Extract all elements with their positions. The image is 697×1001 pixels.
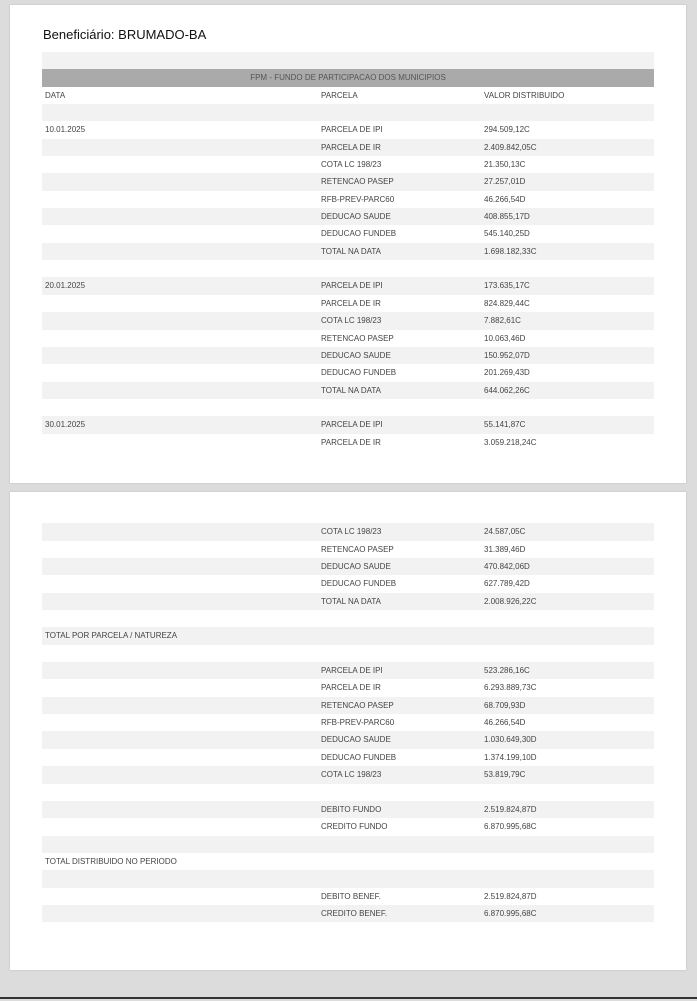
table-cell: DEDUCAO FUNDEB [321,752,397,762]
table-row [42,627,654,644]
table-cell: TOTAL NA DATA [321,246,382,256]
table-cell: DEDUCAO SAUDE [321,350,391,360]
table-cell: PARCELA [321,90,358,100]
table-cell: 1.698.182,33C [484,246,537,256]
table-cell: RFB-PREV-PARC60 [321,718,395,728]
table-row [42,382,654,399]
table-cell: 55.141,87C [484,420,526,430]
table-cell: 21.350,13C [484,160,526,170]
table-cell: 1.374.199,10D [484,752,537,762]
table-row [42,434,654,451]
table-row [42,697,654,714]
table-row [42,139,654,156]
table-row [42,312,654,329]
table-cell: RETENCAO PASEP [321,544,394,554]
table-cell: 30.01.2025 [45,420,86,430]
table-cell: PARCELA DE IPI [321,666,383,676]
table-row [42,347,654,364]
table-cell: 7.882,61C [484,316,521,326]
table-cell: PARCELA DE IR [321,437,381,447]
table-row [42,575,654,592]
table-row [42,541,654,558]
table-cell: 24.587,05C [484,527,526,537]
table-cell: 644.062,26C [484,385,530,395]
table-row [42,610,654,627]
table-cell: RETENCAO PASEP [321,700,394,710]
table-cell: 68.709,93D [484,700,526,710]
table-cell: TOTAL NA DATA [321,596,382,606]
table-cell: PARCELA DE IPI [321,281,383,291]
table-cell: 201.269,43D [484,368,530,378]
table-row [42,121,654,138]
table-row [42,818,654,835]
table-cell: 2.519.824,87D [484,804,537,814]
table-cell: CREDITO FUNDO [321,822,388,832]
fund-header-band: FPM - FUNDO DE PARTICIPACAO DOS MUNICIPIOS [42,69,654,86]
table-cell: 10.063,46D [484,333,526,343]
table-cell: DEBITO FUNDO [321,804,382,814]
table-row [42,714,654,731]
table-row [42,749,654,766]
table-row [42,888,654,905]
table-cell: 2.409.842,05C [484,142,537,152]
table-row [42,731,654,748]
table-cell: 10.01.2025 [45,125,86,135]
table-row [42,104,654,121]
table-cell: 523.286,16C [484,666,530,676]
table-cell: TOTAL NA DATA [321,385,382,395]
table-cell: COTA LC 198/23 [321,316,382,326]
table-row [42,506,654,523]
table-row [42,784,654,801]
table-cell: DEDUCAO FUNDEB [321,229,397,239]
report-page-2 [10,492,686,970]
table-cell: PARCELA DE IR [321,142,381,152]
table-cell: PARCELA DE IR [321,298,381,308]
bottom-divider [0,997,697,999]
table-row [42,662,654,679]
table-cell: COTA LC 198/23 [321,527,382,537]
table-row [42,277,654,294]
table-row [42,679,654,696]
table-row [42,593,654,610]
table-cell: DEDUCAO SAUDE [321,735,391,745]
table-row [42,173,654,190]
table-row [42,330,654,347]
table-row [42,243,654,260]
beneficiary-title: Beneficiário: BRUMADO-BA [43,27,207,42]
table-row [42,836,654,853]
table-cell: 27.257,01D [484,177,526,187]
table-row [42,87,654,104]
table-row [42,766,654,783]
table-row [42,801,654,818]
table-cell: 6.293.889,73C [484,683,537,693]
table-row [42,558,654,575]
table-cell: COTA LC 198/23 [321,160,382,170]
table-cell: 20.01.2025 [45,281,86,291]
table-cell: COTA LC 198/23 [321,770,382,780]
spacer-row [42,52,654,69]
table-cell: 408.855,17D [484,212,530,222]
table-row [42,156,654,173]
table-cell: 6.870.995,68C [484,908,537,918]
table-row [42,853,654,870]
table-cell: 46.266,54D [484,718,526,728]
table-row [42,523,654,540]
table-row [42,208,654,225]
table-cell: 46.266,54D [484,194,526,204]
table-cell: 3.059.218,24C [484,437,537,447]
table-cell: 6.870.995,68C [484,822,537,832]
table-cell: 150.952,07D [484,350,530,360]
table-cell: DEDUCAO SAUDE [321,562,391,572]
table-cell: DEDUCAO SAUDE [321,212,391,222]
report-page-1 [10,5,686,483]
table-cell: CREDITO BENEF. [321,908,388,918]
table-cell: RFB-PREV-PARC60 [321,194,395,204]
table-row [42,191,654,208]
table-cell: 627.789,42D [484,579,530,589]
table-cell: 2.008.926,22C [484,596,537,606]
table-cell: DATA [45,90,66,100]
table-cell: DEDUCAO FUNDEB [321,368,397,378]
table-cell: RETENCAO PASEP [321,333,394,343]
table-row [42,364,654,381]
table-cell: TOTAL DISTRIBUIDO NO PERIODO [45,856,177,866]
table-row [42,905,654,922]
table-cell: VALOR DISTRIBUIDO [484,90,565,100]
table-cell: 53.819,79C [484,770,526,780]
table-cell: 824.829,44C [484,298,530,308]
table-cell: DEDUCAO FUNDEB [321,579,397,589]
table-row [42,295,654,312]
report-table-page-2 [42,506,654,922]
table-row [42,225,654,242]
table-cell: 31.389,46D [484,544,526,554]
table-row [42,399,654,416]
table-cell: TOTAL POR PARCELA / NATUREZA [45,631,178,641]
table-cell: 1.030.649,30D [484,735,537,745]
table-cell: 294.509,12C [484,125,530,135]
table-cell: 2.519.824,87D [484,891,537,901]
table-cell: PARCELA DE IPI [321,420,383,430]
table-row [42,260,654,277]
table-row [42,645,654,662]
table-row [42,416,654,433]
table-cell: 545.140,25D [484,229,530,239]
table-cell: 173.635,17C [484,281,530,291]
table-cell: PARCELA DE IPI [321,125,383,135]
report-table-page-1 [42,52,654,451]
table-cell: RETENCAO PASEP [321,177,394,187]
table-row [42,870,654,887]
table-cell: PARCELA DE IR [321,683,381,693]
table-cell: 470.842,06D [484,562,530,572]
table-cell: DEBITO BENEF. [321,891,381,901]
